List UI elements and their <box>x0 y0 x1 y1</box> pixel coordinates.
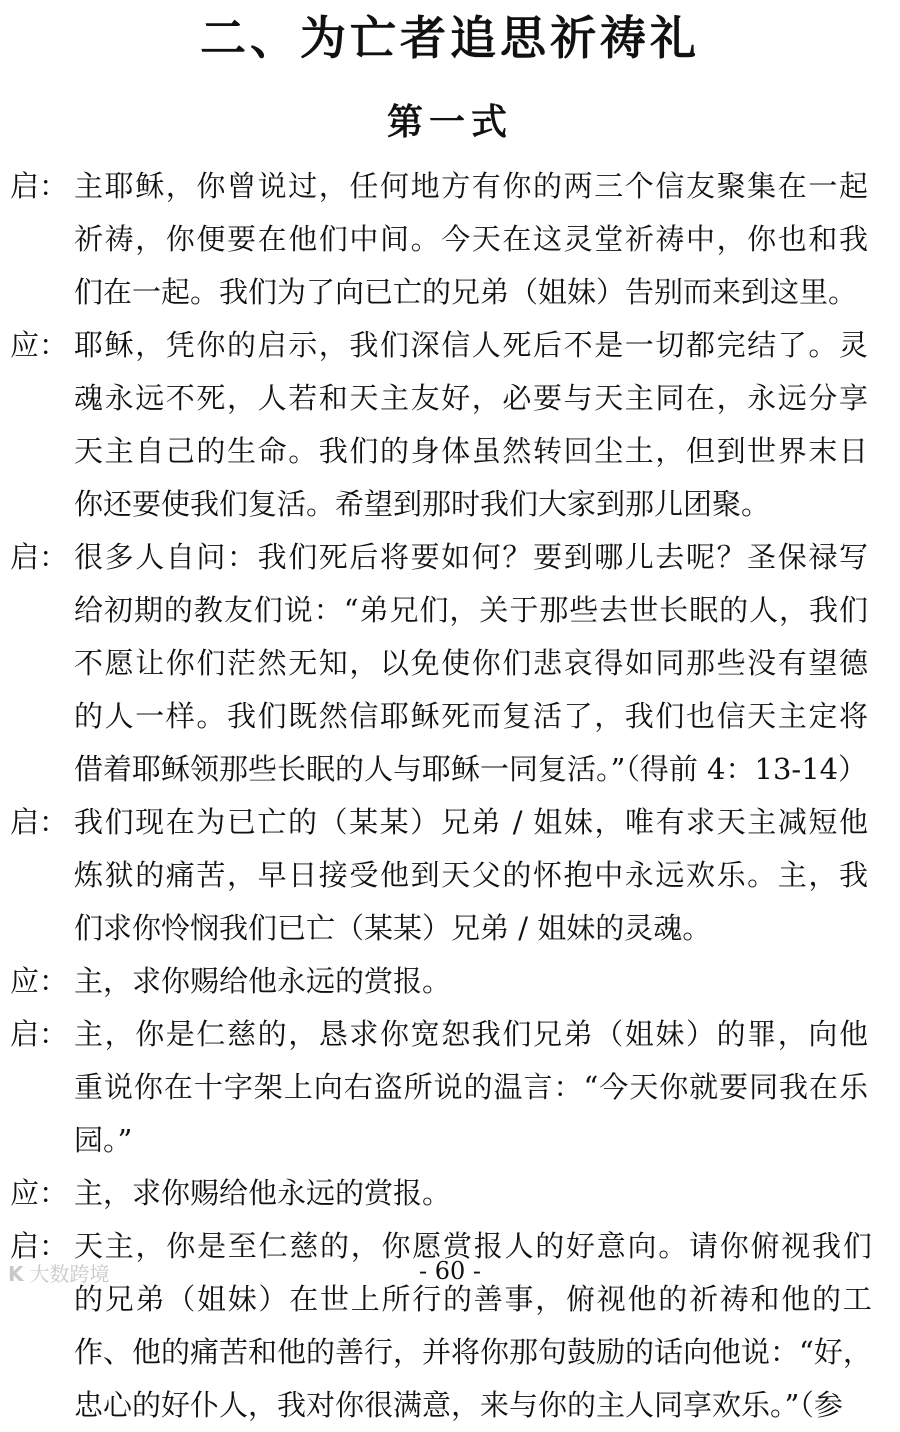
speaker-label: 应： <box>10 964 69 998</box>
section-subtitle: 第一式 <box>386 102 513 143</box>
text-line: 祈祷，你便要在他们中间。今天在这灵堂祈祷中，你也和我 <box>74 222 868 256</box>
paragraph-lines <box>74 1220 872 1432</box>
text-line: 炼狱的痛苦，早日接受他到天父的怀抱中永远欢乐。主，我 <box>74 858 868 892</box>
dialogue-paragraph <box>10 1220 872 1432</box>
paragraph-lines <box>74 160 868 319</box>
paragraph-lines <box>74 1008 868 1167</box>
text-line: 重说你在十字架上向右盗所说的温言：“今天你就要同我在乐 <box>74 1070 868 1104</box>
dialogue-paragraph <box>10 1008 868 1167</box>
paragraph-lines <box>74 1167 868 1220</box>
dialogue-paragraph <box>10 160 868 319</box>
text-line: 天主自己的生命。我们的身体虽然转回尘土，但到世界末日 <box>74 434 868 468</box>
speaker-label: 应： <box>10 328 69 362</box>
dialogue-paragraph <box>10 319 868 531</box>
text-line: 耶稣，凭你的启示，我们深信人死后不是一切都完结了。灵 <box>74 328 868 362</box>
text-line: 忠心的好仆人，我对你很满意，来与你的主人同享欢乐。”（参 <box>74 1388 843 1422</box>
text-line: 主，你是仁慈的，恳求你宽恕我们兄弟（姐妹）的罪，向他 <box>74 1017 868 1051</box>
text-line: 天主，你是至仁慈的，你愿赏报人的好意向。请你俯视我们 <box>74 1229 872 1263</box>
text-line: 很多人自问：我们死后将要如何？要到哪儿去呢？圣保禄写 <box>74 540 868 574</box>
dialogue-paragraph <box>10 955 868 1008</box>
dialogue-paragraph <box>10 531 868 796</box>
prayer-body <box>10 160 872 1432</box>
speaker-label: 启： <box>10 805 69 839</box>
paragraph-lines <box>74 319 868 531</box>
text-line: 们求你怜悯我们已亡（某某）兄弟 / 姐妹的灵魂。 <box>74 911 712 945</box>
watermark-logo-icon: K <box>8 1262 24 1286</box>
paragraph-lines <box>74 531 868 796</box>
text-line: 给初期的教友们说：“弟兄们，关于那些去世长眠的人，我们 <box>74 593 868 627</box>
paragraph-lines <box>74 955 868 1008</box>
paragraph-lines <box>74 796 868 955</box>
speaker-label: 启： <box>10 1229 69 1263</box>
text-line: 作、他的痛苦和他的善行，并将你那句鼓励的话向他说：“好， <box>74 1335 872 1369</box>
text-line: 不愿让你们茫然无知，以免使你们悲哀得如同那些没有望德 <box>74 646 868 680</box>
speaker-label: 启： <box>10 169 69 203</box>
text-line: 我们现在为已亡的（某某）兄弟 / 姐妹，唯有求天主减短他 <box>74 805 868 839</box>
text-line: 主，求你赐给他永远的赏报。 <box>74 1176 452 1210</box>
text-line: 你还要使我们复活。希望到那时我们大家到那儿团聚。 <box>74 487 771 521</box>
text-line: 园。” <box>74 1123 133 1157</box>
page-number: - 60 - <box>418 1257 481 1285</box>
text-line: 魂永远不死，人若和天主友好，必要与天主同在，永远分享 <box>74 381 868 415</box>
watermark-text: 大数跨境 <box>29 1262 110 1286</box>
speaker-label: 启： <box>10 1017 69 1051</box>
text-line: 借着耶稣领那些长眠的人与耶稣一同复活。”（得前 4：13-14） <box>74 752 868 786</box>
speaker-label: 启： <box>10 540 69 574</box>
text-line: 的兄弟（姐妹）在世上所行的善事，俯视他的祈祷和他的工 <box>74 1282 872 1316</box>
text-line: 主，求你赐给他永远的赏报。 <box>74 964 452 998</box>
text-line: 的人一样。我们既然信耶稣死而复活了，我们也信天主定将 <box>74 699 868 733</box>
text-line: 们在一起。我们为了向已亡的兄弟（姐妹）告别而来到这里。 <box>74 275 858 309</box>
text-line: 主耶稣，你曾说过，任何地方有你的两三个信友聚集在一起 <box>74 169 868 203</box>
speaker-label: 应： <box>10 1176 69 1210</box>
dialogue-paragraph <box>10 796 868 955</box>
dialogue-paragraph <box>10 1167 868 1220</box>
page-title: 二、为亡者追思祈祷礼 <box>200 11 700 65</box>
